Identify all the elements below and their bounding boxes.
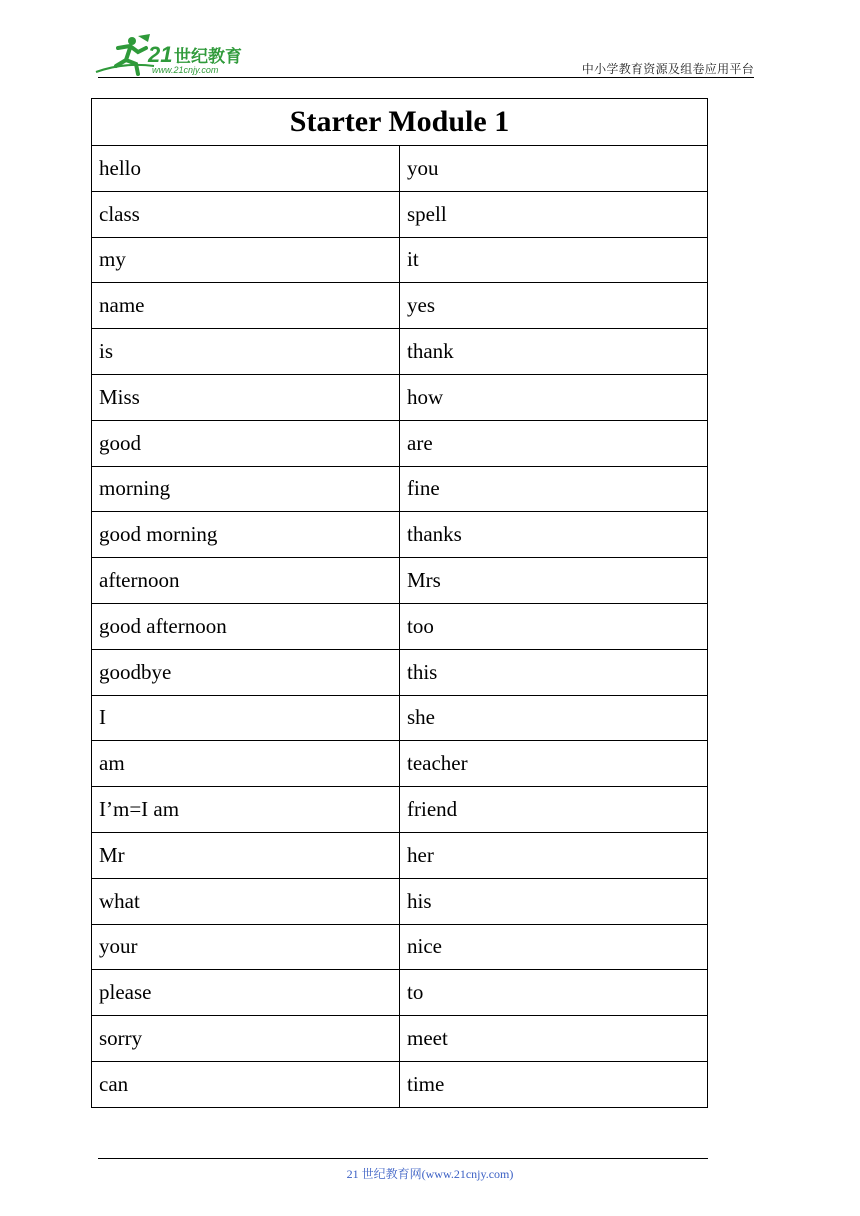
word-cell-left: sorry xyxy=(92,1016,400,1062)
word-cell-right: it xyxy=(400,237,708,283)
svg-text:21: 21 xyxy=(148,42,173,67)
word-cell-left: is xyxy=(92,329,400,375)
word-cell-right: how xyxy=(400,374,708,420)
word-cell-left: can xyxy=(92,1061,400,1107)
word-cell-right: her xyxy=(400,832,708,878)
table-row xyxy=(92,924,708,970)
word-cell-left: your xyxy=(92,924,400,970)
vocabulary-table xyxy=(91,98,708,1108)
table-row xyxy=(92,741,708,787)
word-cell-right: thank xyxy=(400,329,708,375)
word-cell-left: good morning xyxy=(92,512,400,558)
table-row xyxy=(92,695,708,741)
word-cell-left: Miss xyxy=(92,374,400,420)
table-row xyxy=(92,649,708,695)
word-cell-left: morning xyxy=(92,466,400,512)
site-logo xyxy=(94,32,264,78)
table-row xyxy=(92,878,708,924)
word-cell-left: class xyxy=(92,191,400,237)
word-cell-left: please xyxy=(92,970,400,1016)
table-row xyxy=(92,146,708,192)
table-row xyxy=(92,329,708,375)
word-cell-right: yes xyxy=(400,283,708,329)
word-cell-right: nice xyxy=(400,924,708,970)
table-row xyxy=(92,191,708,237)
word-cell-right: teacher xyxy=(400,741,708,787)
svg-text:世纪教育: 世纪教育 xyxy=(174,47,242,67)
platform-caption: 中小学教育资源及组卷应用平台 xyxy=(581,62,754,76)
word-cell-left: I xyxy=(92,695,400,741)
table-row xyxy=(92,1016,708,1062)
vocabulary-rows xyxy=(92,146,708,1108)
table-row xyxy=(92,466,708,512)
table-row xyxy=(92,558,708,604)
word-cell-right: to xyxy=(400,970,708,1016)
word-cell-right: time xyxy=(400,1061,708,1107)
word-cell-right: she xyxy=(400,695,708,741)
header-divider xyxy=(98,77,754,78)
word-cell-left: good afternoon xyxy=(92,603,400,649)
table-row xyxy=(92,512,708,558)
table-row xyxy=(92,832,708,878)
table-row xyxy=(92,283,708,329)
table-row xyxy=(92,787,708,833)
word-cell-right: are xyxy=(400,420,708,466)
word-cell-left: what xyxy=(92,878,400,924)
table-title: Starter Module 1 xyxy=(92,99,708,146)
word-cell-right: spell xyxy=(400,191,708,237)
word-cell-right: this xyxy=(400,649,708,695)
table-row xyxy=(92,1061,708,1107)
table-row xyxy=(92,374,708,420)
table-row xyxy=(92,420,708,466)
word-cell-right: his xyxy=(400,878,708,924)
table-row xyxy=(92,237,708,283)
running-figure-icon xyxy=(96,34,154,74)
footer-divider xyxy=(98,1158,708,1159)
word-cell-left: Mr xyxy=(92,832,400,878)
table-row xyxy=(92,970,708,1016)
word-cell-right: Mrs xyxy=(400,558,708,604)
word-cell-right: friend xyxy=(400,787,708,833)
word-cell-left: name xyxy=(92,283,400,329)
page-header xyxy=(0,0,860,80)
svg-text:www.21cnjy.com: www.21cnjy.com xyxy=(152,65,219,75)
word-cell-left: I’m=I am xyxy=(92,787,400,833)
table-row xyxy=(92,603,708,649)
word-cell-left: my xyxy=(92,237,400,283)
word-cell-left: good xyxy=(92,420,400,466)
word-cell-right: thanks xyxy=(400,512,708,558)
footer-link[interactable]: 21 世纪教育网(www.21cnjy.com) xyxy=(346,1167,514,1181)
word-cell-left: am xyxy=(92,741,400,787)
word-cell-right: you xyxy=(400,146,708,192)
word-cell-left: hello xyxy=(92,146,400,192)
word-cell-right: fine xyxy=(400,466,708,512)
word-cell-right: too xyxy=(400,603,708,649)
word-cell-left: afternoon xyxy=(92,558,400,604)
word-cell-right: meet xyxy=(400,1016,708,1062)
table-title-row xyxy=(92,99,708,146)
word-cell-left: goodbye xyxy=(92,649,400,695)
